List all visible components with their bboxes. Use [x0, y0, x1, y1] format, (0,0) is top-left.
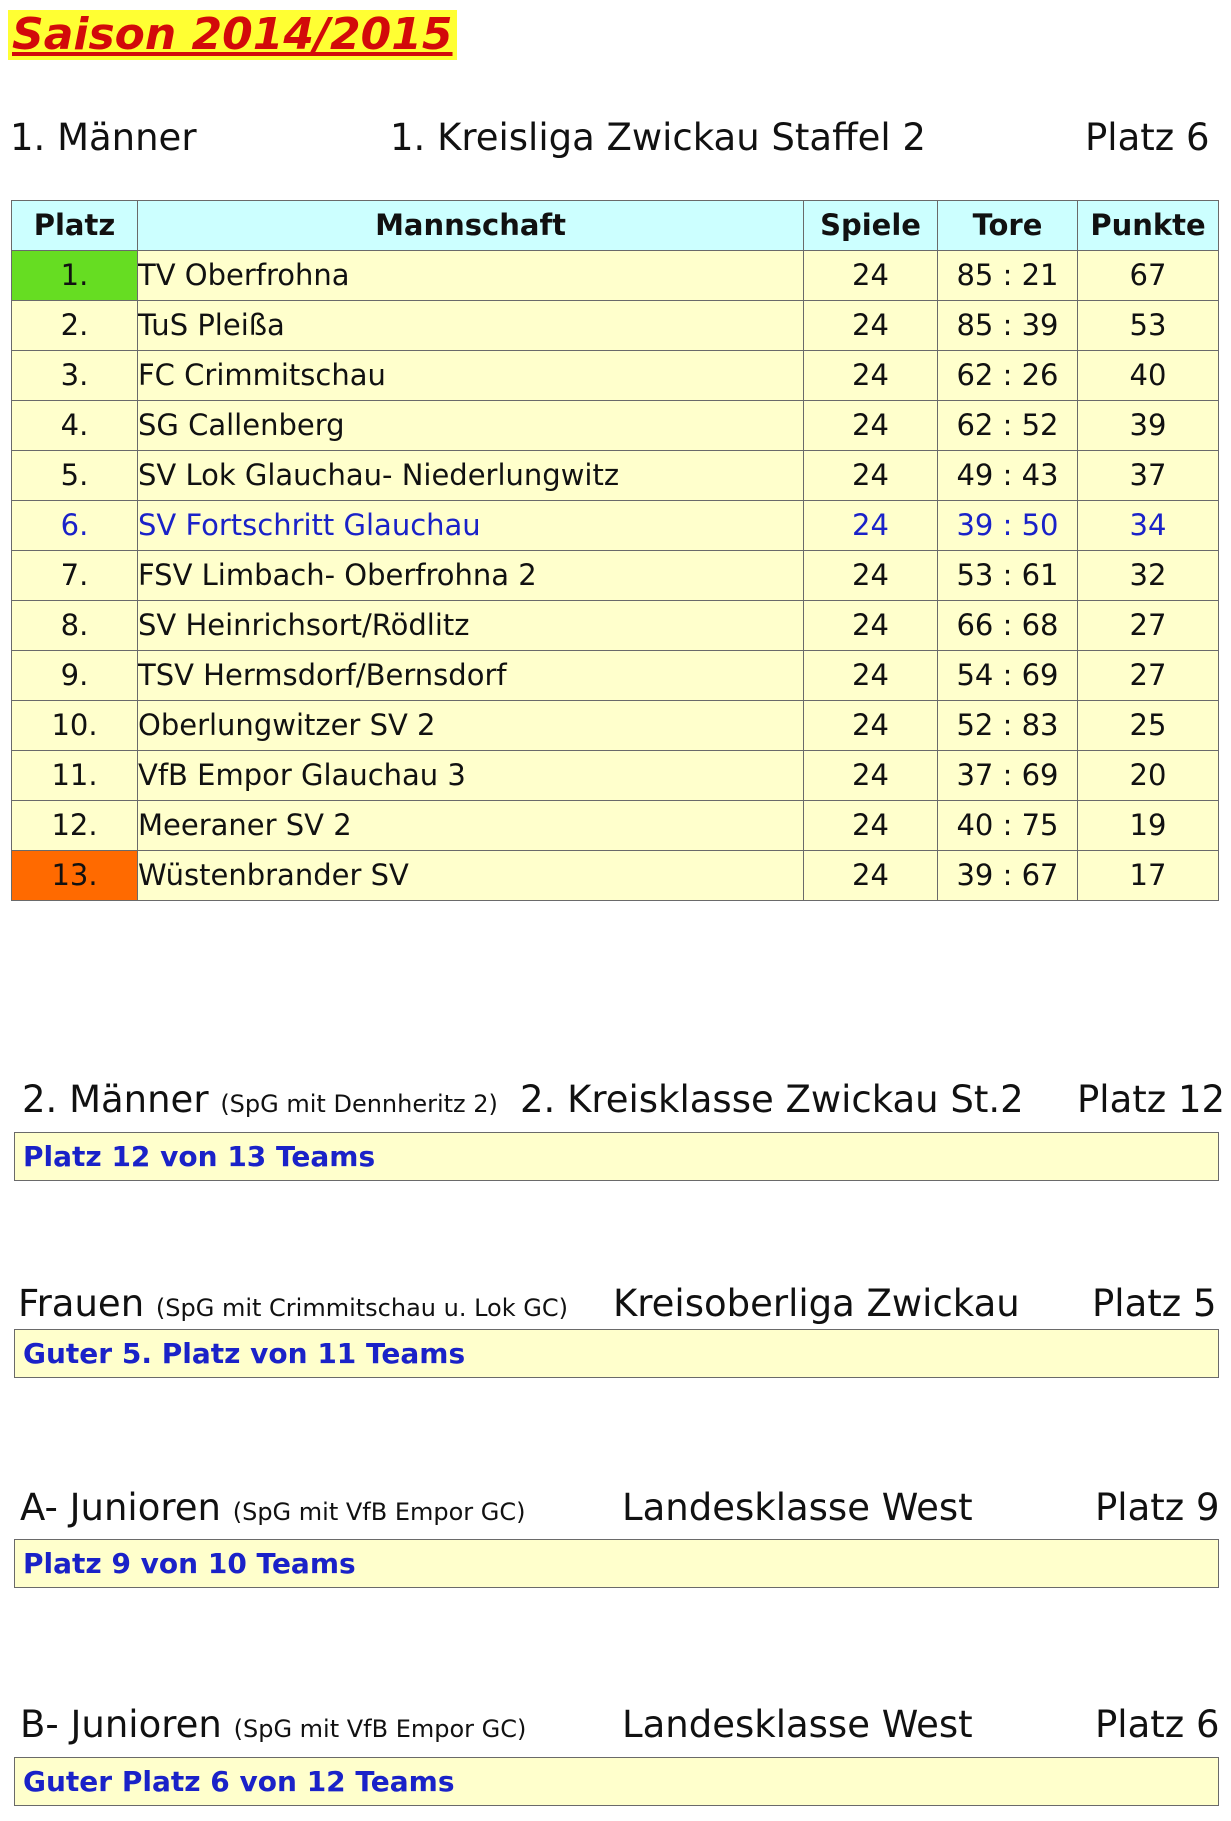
column-header-spiele: Spiele — [804, 201, 938, 251]
rank-cell: 11. — [12, 751, 138, 801]
result-box-ajunioren: Platz 9 von 10 Teams — [14, 1539, 1219, 1588]
result-box-maenner2: Platz 12 von 13 Teams — [14, 1132, 1219, 1181]
team-name-ajunioren: A- Junioren — [20, 1486, 221, 1529]
points-cell: 40 — [1078, 351, 1219, 401]
league-name-maenner1: 1. Kreisliga Zwickau Staffel 2 — [390, 116, 926, 159]
rank-cell: 6. — [12, 501, 138, 551]
rank-cell: 2. — [12, 301, 138, 351]
points-cell: 37 — [1078, 451, 1219, 501]
result-box-frauen: Guter 5. Platz von 11 Teams — [14, 1329, 1219, 1378]
league-name-maenner2: 2. Kreisklasse Zwickau St.2 — [520, 1078, 1024, 1121]
table-row — [12, 651, 1219, 701]
place-frauen: Platz 5 — [1092, 1282, 1217, 1325]
team-cell: SV Lok Glauchau- Niederlungwitz — [138, 451, 804, 501]
goals-cell: 39 : 67 — [938, 851, 1078, 901]
team-note-frauen: (SpG mit Crimmitschau u. Lok GC) — [155, 1294, 568, 1322]
goals-cell: 54 : 69 — [938, 651, 1078, 701]
games-cell: 24 — [804, 851, 938, 901]
team-cell: Meeraner SV 2 — [138, 801, 804, 851]
table-row — [12, 701, 1219, 751]
rank-cell: 13. — [12, 851, 138, 901]
team-name-maenner1: 1. Männer — [10, 116, 197, 159]
place-maenner1: Platz 6 — [1085, 116, 1210, 159]
team-cell: SV Fortschritt Glauchau — [138, 501, 804, 551]
team-cell: TSV Hermsdorf/Bernsdorf — [138, 651, 804, 701]
table-header-row — [12, 201, 1219, 251]
team-note-ajunioren: (SpG mit VfB Empor GC) — [232, 1498, 526, 1526]
section-header-maenner2 — [22, 1078, 498, 1126]
games-cell: 24 — [804, 801, 938, 851]
table-row — [12, 251, 1219, 301]
standings-table — [11, 200, 1219, 901]
team-cell: TuS Pleißa — [138, 301, 804, 351]
result-box-bjunioren: Guter Platz 6 von 12 Teams — [14, 1757, 1219, 1806]
section-header-frauen — [18, 1282, 568, 1330]
points-cell: 25 — [1078, 701, 1219, 751]
team-cell: Wüstenbrander SV — [138, 851, 804, 901]
points-cell: 27 — [1078, 651, 1219, 701]
place-ajunioren: Platz 9 — [1095, 1486, 1220, 1529]
table-row — [12, 801, 1219, 851]
games-cell: 24 — [804, 301, 938, 351]
games-cell: 24 — [804, 401, 938, 451]
league-name-frauen: Kreisoberliga Zwickau — [613, 1282, 1020, 1325]
points-cell: 67 — [1078, 251, 1219, 301]
rank-cell: 3. — [12, 351, 138, 401]
table-row — [12, 401, 1219, 451]
table-row — [12, 351, 1219, 401]
rank-cell: 4. — [12, 401, 138, 451]
column-header-platz: Platz — [12, 201, 138, 251]
goals-cell: 85 : 39 — [938, 301, 1078, 351]
points-cell: 27 — [1078, 601, 1219, 651]
rank-cell: 7. — [12, 551, 138, 601]
team-cell: FC Crimmitschau — [138, 351, 804, 401]
points-cell: 19 — [1078, 801, 1219, 851]
goals-cell: 53 : 61 — [938, 551, 1078, 601]
table-row — [12, 751, 1219, 801]
section-header-ajunioren — [20, 1486, 526, 1534]
place-maenner2: Platz 12 — [1077, 1078, 1226, 1121]
place-bjunioren: Platz 6 — [1095, 1703, 1220, 1746]
league-name-bjunioren: Landesklasse West — [622, 1703, 973, 1746]
table-row — [12, 551, 1219, 601]
games-cell: 24 — [804, 451, 938, 501]
table-row-highlighted — [12, 501, 1219, 551]
rank-cell: 12. — [12, 801, 138, 851]
team-name-bjunioren: B- Junioren — [20, 1703, 222, 1746]
goals-cell: 39 : 50 — [938, 501, 1078, 551]
team-note-maenner2: (SpG mit Dennheritz 2) — [220, 1090, 498, 1118]
games-cell: 24 — [804, 701, 938, 751]
column-header-punkte: Punkte — [1078, 201, 1219, 251]
team-name-frauen: Frauen — [18, 1282, 145, 1325]
games-cell: 24 — [804, 651, 938, 701]
games-cell: 24 — [804, 601, 938, 651]
rank-cell: 1. — [12, 251, 138, 301]
goals-cell: 49 : 43 — [938, 451, 1078, 501]
team-cell: VfB Empor Glauchau 3 — [138, 751, 804, 801]
goals-cell: 62 : 52 — [938, 401, 1078, 451]
rank-cell: 5. — [12, 451, 138, 501]
team-cell: SG Callenberg — [138, 401, 804, 451]
team-cell: FSV Limbach- Oberfrohna 2 — [138, 551, 804, 601]
games-cell: 24 — [804, 351, 938, 401]
games-cell: 24 — [804, 501, 938, 551]
goals-cell: 37 : 69 — [938, 751, 1078, 801]
column-header-mannschaft: Mannschaft — [138, 201, 804, 251]
points-cell: 34 — [1078, 501, 1219, 551]
rank-cell: 10. — [12, 701, 138, 751]
table-row — [12, 851, 1219, 901]
team-name-maenner2: 2. Männer — [22, 1078, 209, 1121]
points-cell: 20 — [1078, 751, 1219, 801]
column-header-tore: Tore — [938, 201, 1078, 251]
goals-cell: 40 : 75 — [938, 801, 1078, 851]
points-cell: 32 — [1078, 551, 1219, 601]
team-note-bjunioren: (SpG mit VfB Empor GC) — [233, 1715, 527, 1743]
table-row — [12, 601, 1219, 651]
goals-cell: 66 : 68 — [938, 601, 1078, 651]
table-row — [12, 301, 1219, 351]
rank-cell: 8. — [12, 601, 138, 651]
league-name-ajunioren: Landesklasse West — [622, 1486, 973, 1529]
goals-cell: 52 : 83 — [938, 701, 1078, 751]
points-cell: 17 — [1078, 851, 1219, 901]
team-cell: SV Heinrichsort/Rödlitz — [138, 601, 804, 651]
table-row — [12, 451, 1219, 501]
games-cell: 24 — [804, 751, 938, 801]
season-title: Saison 2014/2015 — [8, 10, 457, 60]
games-cell: 24 — [804, 551, 938, 601]
section-header-bjunioren — [20, 1703, 526, 1751]
rank-cell: 9. — [12, 651, 138, 701]
points-cell: 39 — [1078, 401, 1219, 451]
team-cell: TV Oberfrohna — [138, 251, 804, 301]
team-cell: Oberlungwitzer SV 2 — [138, 701, 804, 751]
goals-cell: 62 : 26 — [938, 351, 1078, 401]
games-cell: 24 — [804, 251, 938, 301]
goals-cell: 85 : 21 — [938, 251, 1078, 301]
points-cell: 53 — [1078, 301, 1219, 351]
